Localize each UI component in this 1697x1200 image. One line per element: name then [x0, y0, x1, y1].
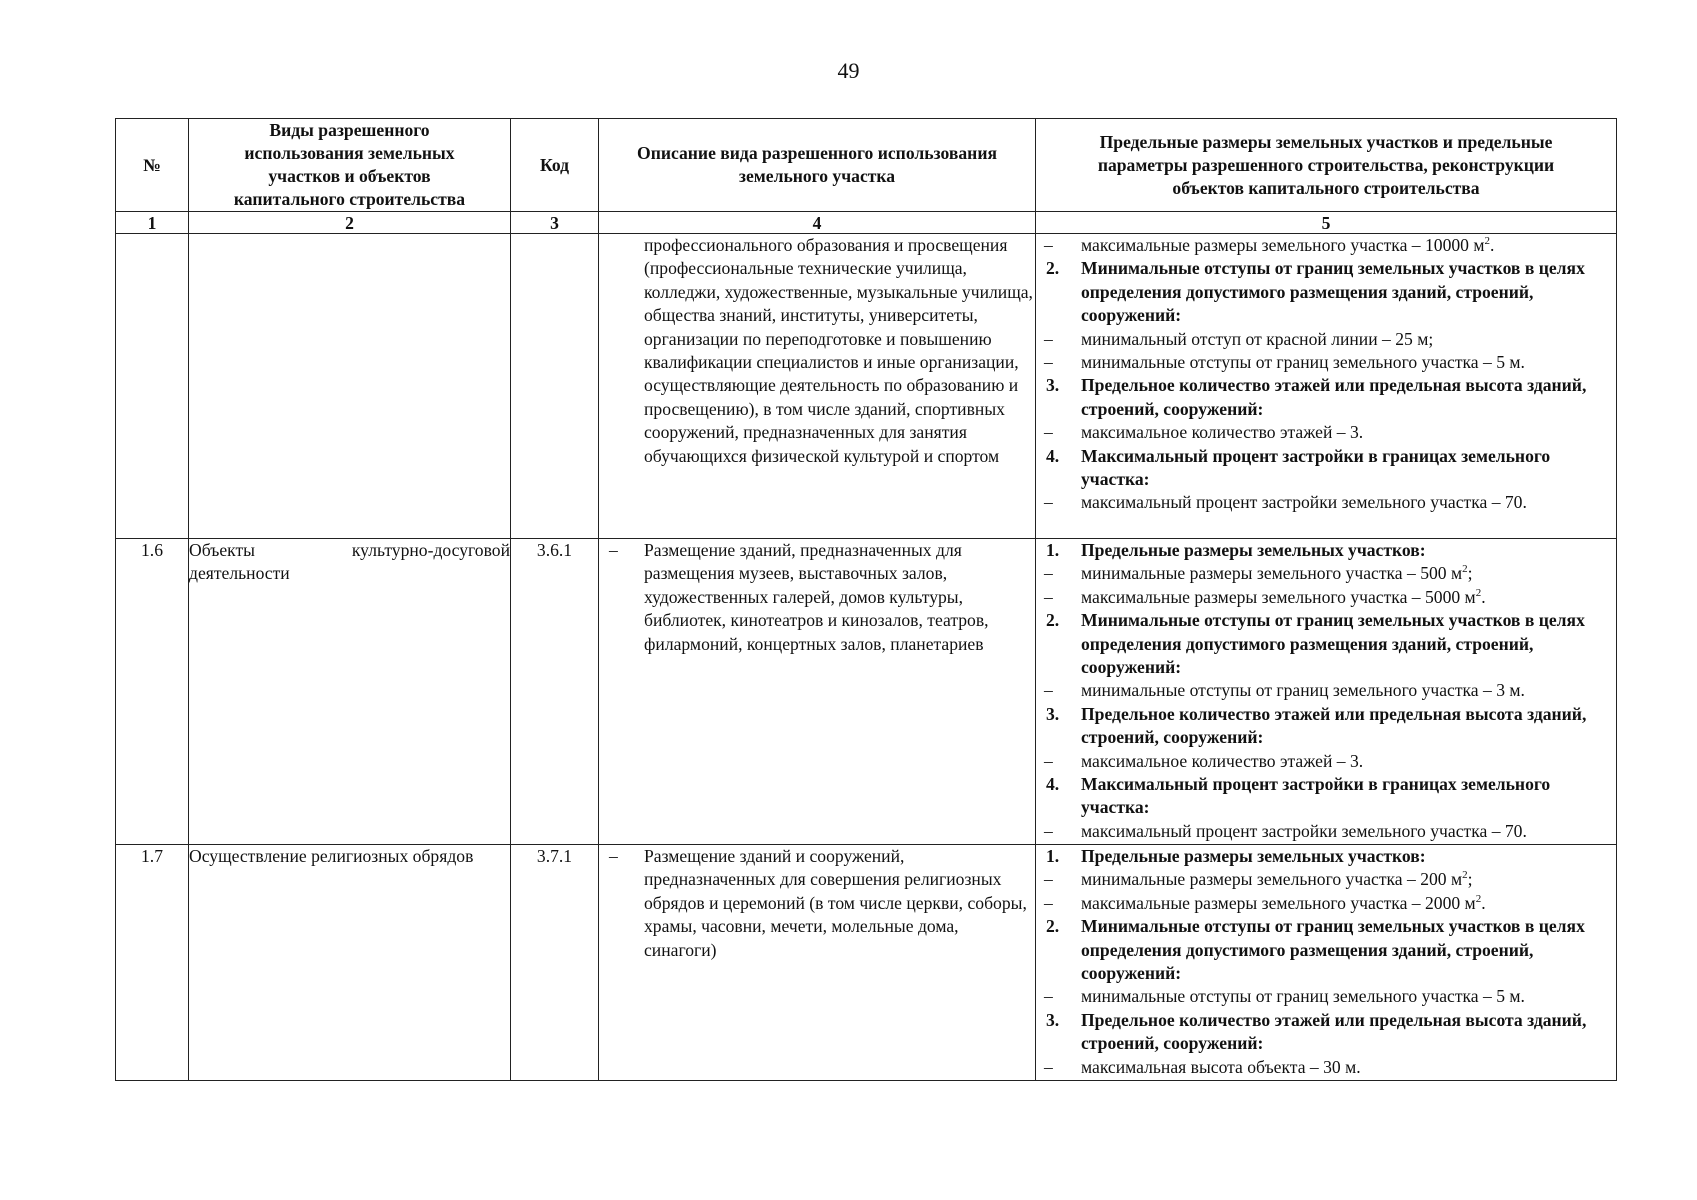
- superscript: 2: [1462, 563, 1468, 576]
- limit-item: [1036, 328, 1616, 351]
- cell-code: 3.7.1: [511, 845, 599, 1081]
- limit-marker: –: [1044, 586, 1053, 607]
- limit-text-main: Предельное количество этажей или предельная высота зданий, строений, сооружений:: [1081, 1009, 1587, 1054]
- limit-marker: 3.: [1046, 375, 1060, 396]
- limit-item: [1036, 586, 1616, 609]
- limit-text: [1081, 915, 1616, 985]
- limit-text: [1081, 750, 1616, 773]
- limit-heading: [1036, 845, 1616, 868]
- limit-text-main: Предельное количество этажей или предельная высота зданий, строений, сооружений:: [1081, 375, 1587, 419]
- cell-description: [599, 539, 1036, 845]
- limit-text: [1081, 985, 1616, 1008]
- limit-text-main: Максимальный процент застройки в границах земельного участка:: [1081, 445, 1551, 490]
- cell-code: [511, 234, 599, 539]
- limit-marker: 4.: [1046, 774, 1060, 795]
- limit-item: [1036, 234, 1616, 257]
- limit-text-main: Предельные размеры земельных участков:: [1081, 846, 1426, 866]
- superscript: 2: [1475, 892, 1482, 905]
- limit-marker: –: [1044, 563, 1053, 584]
- limit-text-main: Минимальные отступы от границ земельных участков в целях определения допустимого размещения зданий, строений, сооружений:: [1081, 258, 1585, 326]
- limit-text: [1081, 820, 1616, 843]
- superscript: 2: [1462, 869, 1468, 882]
- dash-marker: –: [609, 540, 618, 560]
- limit-item: [1036, 868, 1616, 891]
- table-row: [116, 234, 1617, 539]
- cell-limits: [1036, 234, 1617, 539]
- description-text: профессионального образования и просвещения (профессиональные технические училища, колледжи, художественные, музыкальные училища, общества знаний, институты, университеты, организации по переподготовке и повышению квалификации специалистов и иные организации, осуществляющие деятельность по образованию и просвещению), в том числе зданий, спортивных сооружений, предназначенных для занятия обучающихся физической культурой и спортом: [644, 235, 1033, 466]
- cell-no: 1.6: [116, 539, 189, 845]
- limit-text: [1081, 609, 1616, 679]
- limit-marker: –: [1044, 492, 1053, 513]
- limit-marker: –: [1044, 422, 1053, 443]
- land-use-table: [115, 118, 1617, 1081]
- limit-text-main: минимальные отступы от границ земельного участка – 5 м.: [1081, 352, 1525, 373]
- limit-marker: –: [1044, 820, 1053, 841]
- limit-text: [1081, 491, 1616, 514]
- cell-no: [116, 234, 189, 539]
- limit-text-main: минимальные размеры земельного участка – 500 м: [1081, 563, 1463, 584]
- description-text: Размещение зданий, предназначенных для размещения музеев, выставочных залов, художественных галерей, домов культуры, библиотек, кинотеатров и кинозалов, театров, филармоний, концертных залов, планетариев: [644, 540, 989, 654]
- limit-text-main: Максимальный процент застройки в границах земельного участка:: [1081, 774, 1551, 818]
- limit-item: [1036, 750, 1616, 773]
- limit-marker: –: [1044, 986, 1053, 1007]
- limit-text-main: минимальные размеры земельного участка – 200 м: [1081, 869, 1463, 890]
- cell-limits: [1036, 845, 1617, 1081]
- limit-text-tail: .: [1481, 892, 1486, 913]
- header-types: Виды разрешенного использования земельных участков и объектов капитального строительства: [189, 119, 511, 212]
- limit-marker: 1.: [1046, 540, 1060, 560]
- limit-text-main: минимальные отступы от границ земельного участка – 3 м.: [1081, 680, 1525, 701]
- cell-no: 1.7: [116, 845, 189, 1081]
- limit-marker: 2.: [1046, 258, 1060, 279]
- limit-marker: –: [1044, 235, 1053, 255]
- limit-text: [1081, 445, 1616, 492]
- limit-text-main: Предельное количество этажей или предельная высота зданий, строений, сооружений:: [1081, 703, 1587, 748]
- superscript: 2: [1484, 235, 1490, 248]
- column-number: 5: [1036, 212, 1617, 234]
- limit-text-main: максимальный процент застройки земельного участка – 70.: [1081, 492, 1527, 513]
- limit-text: [1081, 1009, 1616, 1056]
- limit-text-main: максимальные размеры земельного участка – 2000 м: [1081, 892, 1476, 913]
- limit-heading: [1036, 703, 1616, 750]
- limit-marker: –: [1044, 892, 1053, 913]
- limit-item: [1036, 892, 1616, 915]
- cell-code: 3.6.1: [511, 539, 599, 845]
- cell-description: [599, 845, 1036, 1081]
- limit-text-main: Предельные размеры земельных участков:: [1081, 540, 1426, 560]
- limit-text-tail: .: [1481, 586, 1486, 607]
- limit-marker: –: [1044, 869, 1053, 890]
- limit-text: [1081, 234, 1616, 257]
- limit-text: [1081, 1056, 1616, 1079]
- limit-text-main: Минимальные отступы от границ земельных участков в целях определения допустимого размещения зданий, строений, сооружений:: [1081, 610, 1585, 678]
- table-row: [116, 845, 1617, 1081]
- cell-type: [189, 234, 511, 539]
- limit-marker: 4.: [1046, 445, 1060, 466]
- cell-type: Осуществление религиозных обрядов: [189, 845, 511, 1081]
- cell-description: [599, 234, 1036, 539]
- limit-item: [1036, 491, 1616, 514]
- limit-text: [1081, 328, 1616, 351]
- limit-heading: [1036, 539, 1616, 562]
- column-number-row: [116, 212, 1617, 234]
- limit-text-main: максимальная высота объекта – 30 м.: [1081, 1056, 1361, 1077]
- limit-item: [1036, 562, 1616, 585]
- limit-text: [1081, 868, 1616, 891]
- limit-text-main: Минимальные отступы от границ земельных участков в целях определения допустимого размещения зданий, строений, сооружений:: [1081, 916, 1585, 984]
- limit-text-main: минимальный отступ от красной линии – 25 м;: [1081, 328, 1434, 349]
- superscript: 2: [1475, 586, 1482, 599]
- limit-text: [1081, 421, 1616, 444]
- limit-text-main: максимальные размеры земельного участка – 5000 м: [1081, 586, 1476, 607]
- limit-heading: [1036, 915, 1616, 985]
- description-text: Размещение зданий и сооружений, предназначенных для совершения религиозных обрядов и церемоний (в том числе церкви, соборы, храмы, часовни, мечети, молельные дома, синагоги): [644, 846, 1027, 960]
- limit-item: [1036, 679, 1616, 702]
- limit-marker: 3.: [1046, 1009, 1060, 1030]
- limit-text: [1081, 586, 1616, 609]
- column-number: 4: [599, 212, 1036, 234]
- limit-marker: –: [1044, 750, 1053, 771]
- limit-heading: [1036, 374, 1616, 421]
- column-number: 3: [511, 212, 599, 234]
- limit-marker: –: [1044, 1056, 1053, 1077]
- table-row: [116, 539, 1617, 845]
- limit-item: [1036, 820, 1616, 843]
- limit-text-main: максимальный процент застройки земельного участка – 70.: [1081, 820, 1527, 841]
- limit-text-tail: ;: [1467, 869, 1473, 890]
- cell-type: Объекты культурно-досуговой деятельности: [189, 539, 511, 845]
- limit-text: [1081, 374, 1616, 421]
- limit-marker: 3.: [1046, 703, 1060, 724]
- limit-marker: 2.: [1046, 610, 1060, 631]
- header-code: Код: [511, 119, 599, 212]
- limit-text: [1081, 703, 1616, 750]
- limit-heading: [1036, 1009, 1616, 1056]
- limit-item: [1036, 1056, 1616, 1079]
- header-no: №: [116, 119, 189, 212]
- limit-text: [1081, 257, 1616, 327]
- limit-text-main: максимальные размеры земельного участка – 10000 м: [1081, 235, 1485, 255]
- limit-text: [1081, 562, 1616, 585]
- limit-text: [1081, 351, 1616, 374]
- limit-item: [1036, 421, 1616, 444]
- limit-heading: [1036, 445, 1616, 492]
- dash-marker: –: [609, 846, 618, 866]
- limit-heading: [1036, 609, 1616, 679]
- column-number: 2: [189, 212, 511, 234]
- limit-heading: [1036, 773, 1616, 820]
- limit-heading: [1036, 257, 1616, 327]
- limit-marker: –: [1044, 352, 1053, 373]
- limit-text-tail: .: [1490, 235, 1495, 255]
- header-description: Описание вида разрешенного использования земельного участка: [599, 119, 1036, 212]
- header-limits: Предельные размеры земельных участков и предельные параметры разрешенного строительства, реконструкции объектов капитального строительства: [1036, 119, 1617, 212]
- limit-text-tail: ;: [1467, 563, 1473, 584]
- limit-text: [1081, 773, 1616, 820]
- limit-text: [1081, 892, 1616, 915]
- limit-text: [1081, 845, 1616, 868]
- limit-text: [1081, 539, 1616, 562]
- limit-marker: 1.: [1046, 846, 1060, 866]
- limit-item: [1036, 351, 1616, 374]
- limit-item: [1036, 985, 1616, 1008]
- page-number: 49: [837, 58, 860, 83]
- header-row: [116, 119, 1617, 212]
- limit-text-main: минимальные отступы от границ земельного участка – 5 м.: [1081, 986, 1525, 1007]
- column-number: 1: [116, 212, 189, 234]
- limit-text-main: максимальное количество этажей – 3.: [1081, 422, 1364, 443]
- limit-marker: 2.: [1046, 916, 1060, 937]
- cell-limits: [1036, 539, 1617, 845]
- limit-text-main: максимальное количество этажей – 3.: [1081, 750, 1364, 771]
- limit-marker: –: [1044, 680, 1053, 701]
- limit-marker: –: [1044, 328, 1053, 349]
- limit-text: [1081, 679, 1616, 702]
